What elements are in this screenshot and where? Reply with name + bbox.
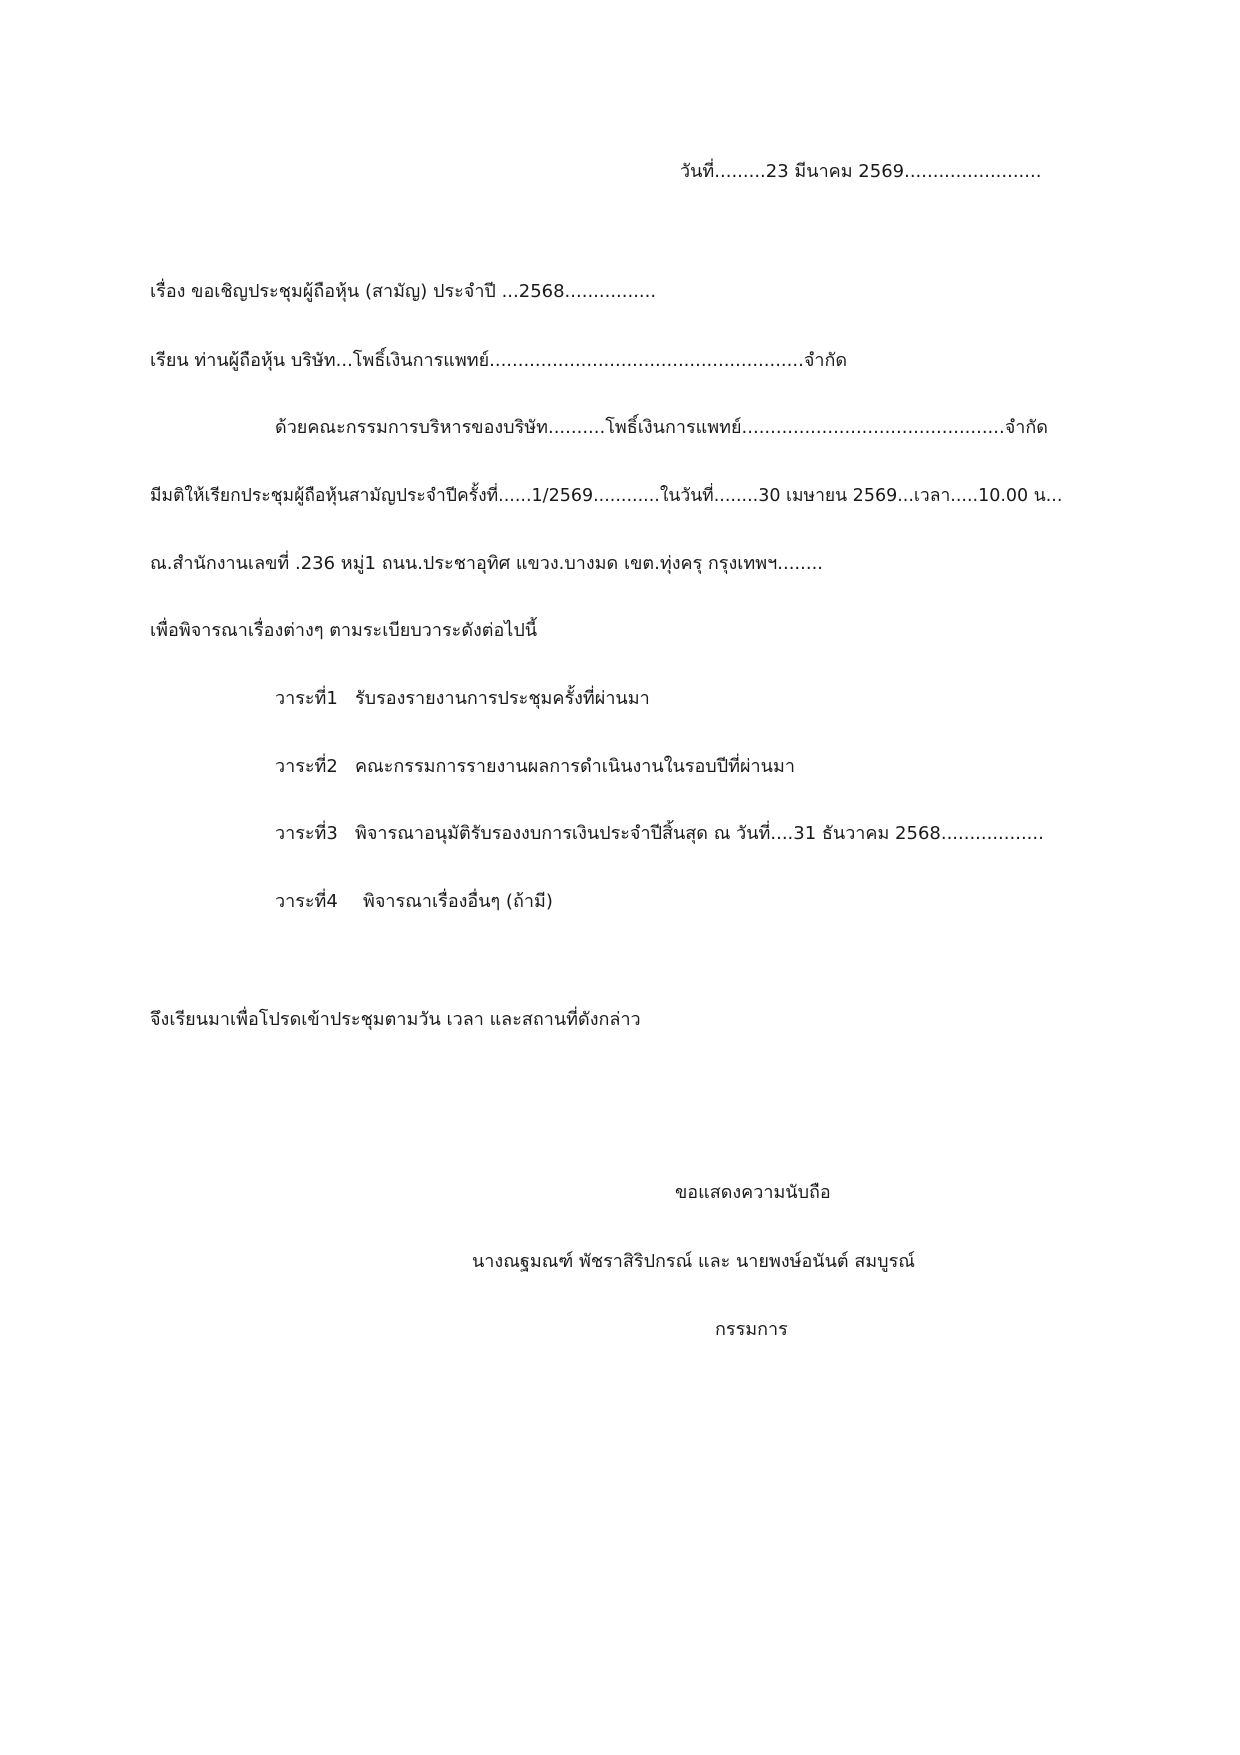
agenda-item-text: รับรองรายงานการประชุมครั้งที่ผ่านมา (355, 688, 650, 709)
body-paragraph-line-1: ด้วยคณะกรรมการบริหารของบริษัท..........โพธิ์เงินการแพทย์..............................................จำกัด (275, 417, 1048, 438)
agenda-item-3 (275, 820, 1044, 848)
closing-line: จึงเรียนมาเพื่อโปรดเข้าประชุมตามวัน เวลา และสถานที่ดังกล่าว (150, 1009, 641, 1030)
signatory-role: กรรมการ (715, 1319, 788, 1340)
addressee-line: เรียน ท่านผู้ถือหุ้น บริษัท...โพธิ์เงินการแพทย์.......................................................จำกัด (150, 350, 848, 371)
agenda-item-text: คณะกรรมการรายงานผลการดำเนินงานในรอบปีที่ผ่านมา (355, 756, 795, 777)
agenda-item-number: วาระที่4 (275, 891, 338, 912)
agenda-item-1 (275, 685, 650, 713)
agenda-item-number: วาระที่3 (275, 823, 338, 844)
agenda-item-2 (275, 753, 795, 781)
regards-line: ขอแสดงความนับถือ (675, 1182, 831, 1203)
meeting-location-line: ณ.สำนักงานเลขที่ .236 หมู่1 ถนน.ประชาอุทิศ แขวง.บางมด เขต.ทุ่งครุ กรุงเทพฯ........ (150, 553, 824, 574)
subject-line: เรื่อง ขอเชิญประชุมผู้ถือหุ้น (สามัญ) ประจำปี ...2568................ (150, 281, 657, 302)
agenda-item-4 (275, 888, 553, 916)
body-paragraph-line-2: มีมติให้เรียกประชุมผู้ถือหุ้นสามัญประจำปีครั้งที่......1/2569............ในวันที่........30 เมษายน 2569...เวลา.....10.00 น... (150, 486, 1063, 506)
signatory-names: นางณฐมณฑ์ พัชราสิริปกรณ์ และ นายพงษ์อนันต์ สมบูรณ์ (472, 1251, 915, 1272)
agenda-item-number: วาระที่2 (275, 756, 338, 777)
agenda-intro-line: เพื่อพิจารณาเรื่องต่างๆ ตามระเบียบวาระดังต่อไปนี้ (150, 620, 538, 641)
agenda-item-number: วาระที่1 (275, 688, 338, 709)
agenda-item-text: พิจารณาอนุมัติรับรองงบการเงินประจำปีสิ้นสุด ณ วันที่....31 ธันวาคม 2568.................. (355, 823, 1044, 844)
date-line: วันที่.........23 มีนาคม 2569........................ (680, 161, 1042, 182)
agenda-item-text: พิจารณาเรื่องอื่นๆ (ถ้ามี) (363, 891, 553, 912)
